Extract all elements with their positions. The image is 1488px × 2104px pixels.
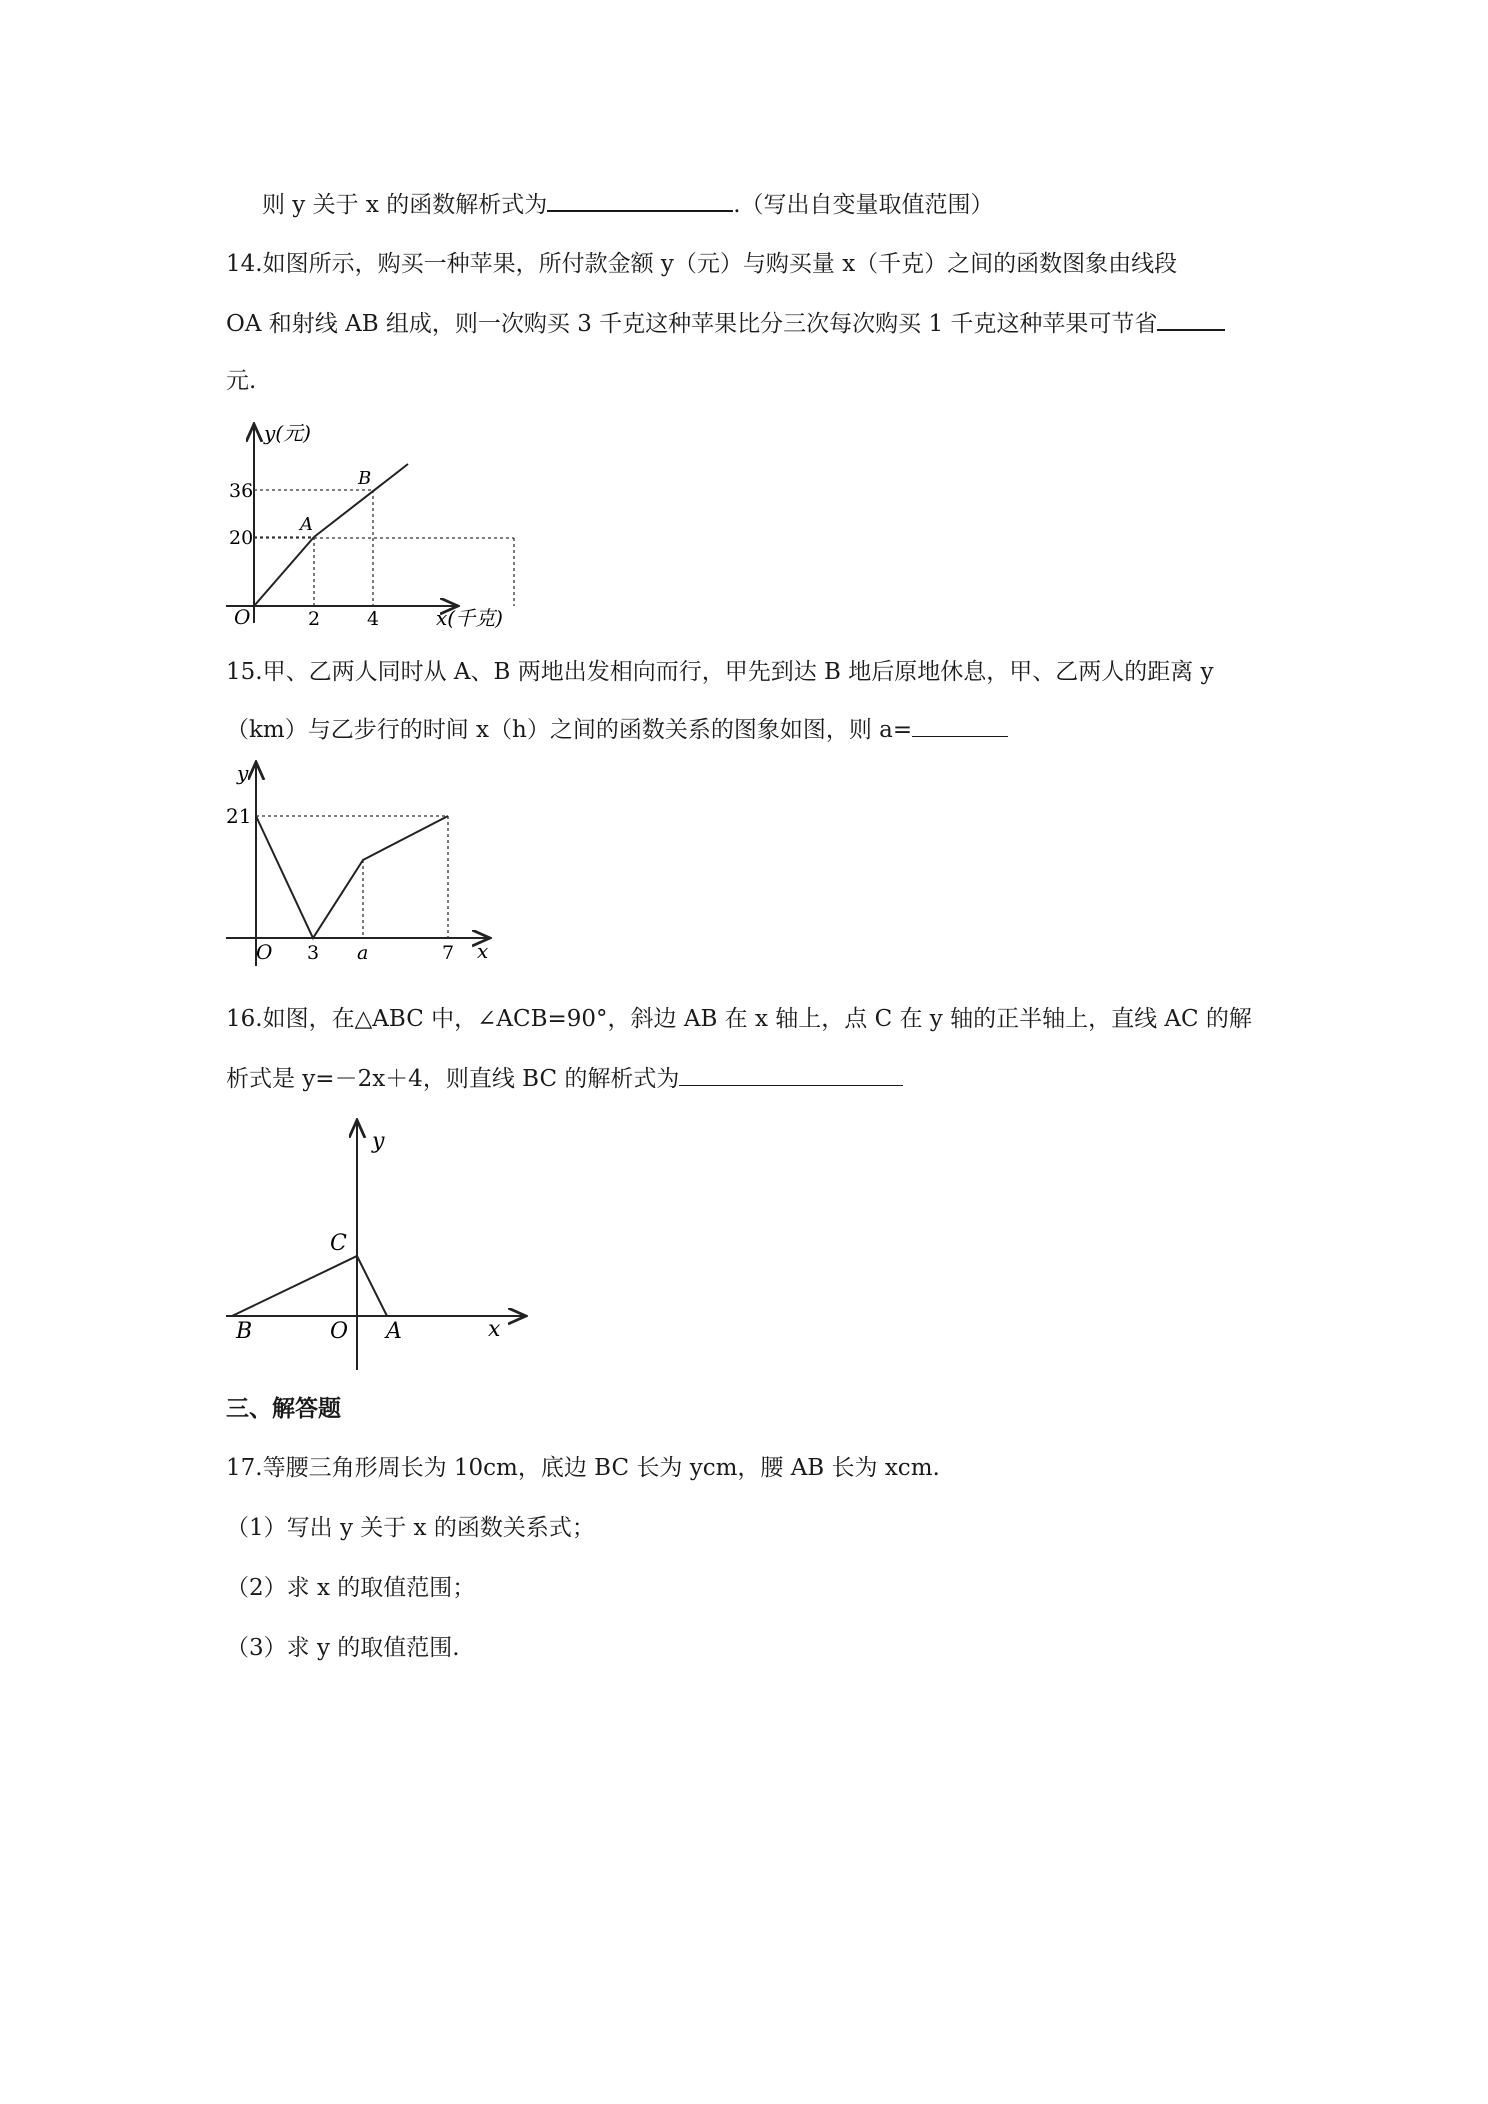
q13-text-after: .（写出自变量取值范围） (733, 192, 994, 218)
q16-point-b-label: B (236, 1319, 253, 1344)
q16-x-label: x (488, 1317, 501, 1342)
section-heading: 三、解答题 (226, 1396, 341, 1422)
q14-line-2-text: OA 和射线 AB 组成，则一次购买 3 千克这种苹果比分三次每次购买 1 千克这种苹果可节省 (226, 311, 1158, 337)
q16-answer-blank[interactable] (679, 1063, 903, 1086)
q15-line-2-text: （km）与乙步行的时间 x（h）之间的函数关系的图象如图，则 a= (226, 717, 913, 743)
q17-part-2: （2）求 x 的取值范围； (226, 1575, 476, 1601)
q14-y-label: y(元) (264, 421, 311, 445)
q16-line-1: 16.如图，在△ABC 中，∠ACB=90°，斜边 AB 在 x 轴上，点 C 在 y 轴的正半轴上，直线 AC 的解 (226, 1006, 1252, 1032)
q14-origin-label: O (234, 605, 251, 629)
q17-part-3: （3）求 y 的取值范围. (226, 1635, 460, 1661)
q15-answer-blank[interactable] (912, 714, 1008, 737)
q17-part-1: （1）写出 y 关于 x 的函数关系式； (226, 1515, 595, 1541)
q14-answer-blank[interactable] (1157, 307, 1225, 331)
q16-graph (226, 1114, 536, 1376)
q16-point-c-label: C (330, 1231, 347, 1256)
q14-line-3: 元. (226, 368, 257, 394)
q15-x-tick-a: a (357, 942, 369, 964)
q14-line-2 (226, 307, 1225, 340)
q14-x-tick-2: 2 (308, 608, 321, 630)
q16-point-a-label: A (386, 1319, 402, 1344)
q16-triangle-abc (232, 1256, 387, 1316)
q15-y-label: y (237, 761, 249, 785)
q14-graph (226, 418, 556, 638)
q17-stem: 17.等腰三角形周长为 10cm，底边 BC 长为 ycm，腰 AB 长为 xcm. (226, 1455, 940, 1481)
q15-graph (226, 756, 496, 978)
q14-x-label: x(千克) (436, 606, 503, 630)
q15-x-label: x (477, 939, 489, 963)
q13-line (262, 188, 994, 221)
q14-segment-oa (254, 537, 314, 606)
q14-y-tick-36: 36 (229, 480, 254, 502)
q15-x-tick-7: 7 (442, 942, 455, 964)
q16-y-label: y (372, 1129, 385, 1154)
q15-line-2 (226, 714, 1008, 746)
q14-y-tick-20: 20 (229, 527, 254, 549)
q16-origin-label: O (330, 1319, 349, 1344)
q13-text-before: 则 y 关于 x 的函数解析式为 (262, 192, 548, 218)
q15-line-1: 15.甲、乙两人同时从 A、B 两地出发相向而行，甲先到达 B 地后原地休息，甲、乙两人的距离 y (226, 659, 1214, 685)
q15-y-tick-21: 21 (226, 804, 252, 828)
q15-distance-curve (256, 816, 448, 938)
q16-line-2 (226, 1063, 903, 1095)
q15-origin-label: O (256, 940, 273, 964)
q14-x-tick-4: 4 (367, 608, 380, 630)
q13-answer-blank[interactable] (547, 188, 733, 212)
q14-point-b-label: B (358, 468, 372, 489)
q16-line-2-text: 析式是 y=－2x＋4，则直线 BC 的解析式为 (226, 1066, 680, 1092)
q15-x-tick-3: 3 (307, 942, 320, 964)
q14-point-a-label: A (300, 514, 313, 535)
q14-line-1: 14.如图所示，购买一种苹果，所付款金额 y（元）与购买量 x（千克）之间的函数图象由线段 (226, 251, 1178, 277)
